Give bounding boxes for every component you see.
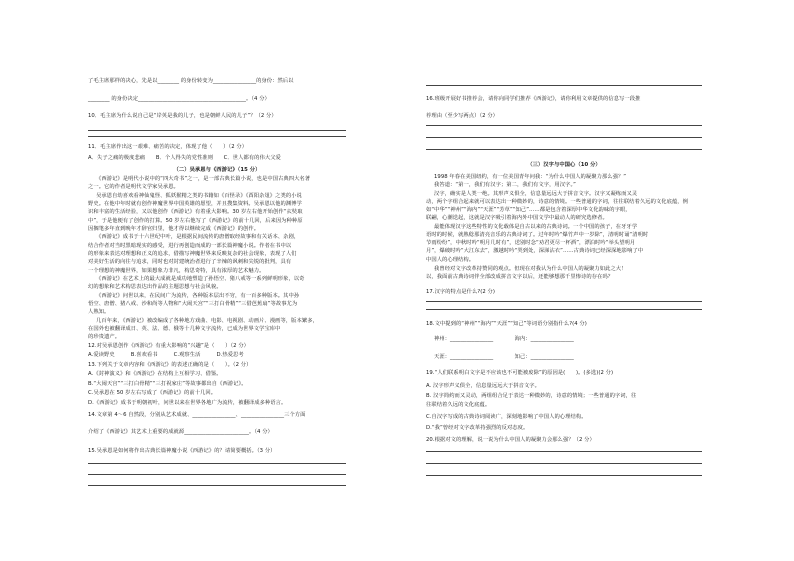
left-column-line: 之一。它的作者是明代文学家吴承恩。 xyxy=(88,184,179,190)
right-column-line: 最能体现汉字这些特性的文化载体是自古以来的古典诗词。一个中国的孩子，在牙牙学 xyxy=(434,224,638,230)
right-column-line: 1998 年春在美国纽约，有一位美国青年问我：“为什么中国人的凝聚力那么强？” xyxy=(434,174,627,180)
right-column-line: 语时的时候，就熟稔那清亮音乐的古典诗词了。过年时吟“爆竹声中一岁除”，清明时诵“清明时 xyxy=(426,232,649,238)
answer-line[interactable] xyxy=(426,85,702,86)
left-column-line: 野史。在他中年时就有创作神魔世界中国英雄的愿望，并且搜集资料。吴承恩以他的渊博学 xyxy=(88,201,302,207)
left-column-line: 因搁笔多年直到晚年才辞官归里，他才得以继续完成《西游记》的创作。 xyxy=(88,226,260,232)
left-column-line: 10．毛主席为什么说自己是“岸英是我的儿子，也是朝鲜人民的儿子”？（2 分） xyxy=(88,113,277,119)
answer-line[interactable] xyxy=(426,137,702,138)
answer-line[interactable] xyxy=(426,301,702,302)
right-column-line: 我曾经对文字改革持赞同的观点。但现在对我认为什么中国人的凝聚力如此之大！ xyxy=(434,266,627,272)
answer-line[interactable] xyxy=(426,149,702,150)
left-column-line: 吴承恩自幼喜欢看神仙鬼怪、狐妖猴精之类的书籍如《百怪录》《酉阳杂俎》之类的小说 xyxy=(96,193,302,199)
right-column-line: 以，我面前古典诗词伴全部改成拼音文字以后，还能够想那千里惨诗的存在吗？ xyxy=(426,274,614,280)
right-column-line: 联翩，心潮迭起，这就是汉字吸引着海内外中国文学中最动人的研究选修者。 xyxy=(426,215,608,221)
right-column-line: 神州：________________ 海内：________________ xyxy=(434,336,574,342)
right-column-line: 20.根据对文的理解，说一说为什么中国人的凝聚力会那么强？（2 分） xyxy=(426,437,595,443)
left-column-line: 14.文章第 4～6 自然段，分别从艺术成就、________________、________________三个方面 xyxy=(88,412,306,418)
answer-line[interactable] xyxy=(426,475,702,476)
left-column-line: 几百年来，《西游记》被改编成了各种地方戏曲、电影、电视剧、动画片、漫画等，版本繁多， xyxy=(96,318,318,324)
right-column-line: 中国人的心理结构。 xyxy=(426,257,475,263)
right-column-line: 动，两个字组合起来就可以表达出一种微妙的，诗意的情境。一些普通的字词，往往联结着久远的文化底蕴，例 xyxy=(426,199,688,205)
left-column-line: 《西游记》问世以来，在民间广为流传，各种版本层出不穷，有一百多种版本。其中孙 xyxy=(96,293,300,299)
answer-line[interactable] xyxy=(88,136,346,137)
left-column-line: A.爱读野史 B.喜欢看书 C.观察生活 D.热爱思考 xyxy=(88,352,244,358)
left-column-line: 《西游记》在艺术上的最大成就是成功地塑造了孙悟空、猪八戒等一系列鲜明形象，以奇 xyxy=(96,276,305,282)
left-column-line: 人熟知。 xyxy=(88,309,110,315)
answer-line[interactable] xyxy=(88,463,346,464)
right-column-line: D.“我”曾经对文字改革持强烈的反对态度。 xyxy=(426,425,529,431)
right-column-line: 荐理由（至少写两点）（2 分） xyxy=(426,113,499,119)
answer-line[interactable] xyxy=(88,474,346,475)
left-column-line: （二）吴承恩与《西游记》（15 分） xyxy=(173,167,261,173)
right-column-line: （三）汉字与中国心（10 分） xyxy=(527,162,601,168)
right-column-line: 天涯：________________ 知己：________________ xyxy=(434,354,574,360)
left-column-line: 《西游记》是明代小说中的“四大奇书”之一，是一部古典长篇小说，也是中国古典四大名著 xyxy=(96,176,311,182)
answer-line[interactable] xyxy=(426,463,702,464)
left-column-line: 一个理想的神魔世界，如果想象力非凡，构思奇特，具有浓厚的艺术魅力。 xyxy=(88,268,265,274)
left-column-line: C.吴承恩在 50 岁左右写成了《西游记》的前十几回。 xyxy=(88,390,217,396)
right-column-line: B. 汉字简约而又灵动，两组组合足于表达一种微妙的，诗意的情境；一些普通的字词，往 xyxy=(426,393,637,399)
right-column-line: 月”，爆破时吟“大江东去”，激越时吟“哭到处，深涕沾衣”……古典诗词已经深深地影响了中 xyxy=(426,248,644,254)
answer-line[interactable] xyxy=(426,309,702,310)
left-column-line: 幻的想象和艺术构思表达出作品的主题思想与社会风貌。 xyxy=(88,284,222,290)
left-column-line: 悟空、唐僧、猪八戒、沙和尚等人物和“大闹天宫”“三打白骨精”“三借芭蕉扇”等故事尤为 xyxy=(88,301,298,307)
left-column-line: 对美好生活的向往与追求，同时也对封建统治者进行了辛辣的讽刺和尖锐的批判，具有 xyxy=(88,259,292,265)
left-column-line: 的珍贵遗产。 xyxy=(88,334,121,340)
left-column-line: 的形象来表达对理想和正义的追求，借描写神魔世界来反映复杂的社会现象，表现了人们 xyxy=(88,251,297,257)
right-column-line: 如“中华”“神州”“海内”“天涯”“芳草”“知己”……都是包含着深厚中华文化韵味的字眼， xyxy=(426,207,631,213)
left-column-line: 12.对吴承恩创作《西游记》有重大影响的“兴趣”是（ ）（2 分） xyxy=(88,343,250,349)
right-column-line: A. 汉字形声义俱全，信息量远远大于拼音文字。 xyxy=(426,383,540,389)
left-column-line: 识和丰富的生活经验，又以他创作《西游记》有着重大影响。30 岁左右他开始创作“玄奘取 xyxy=(88,209,303,215)
left-column-line: 15.吴承恩是如何将作出古典长篇神魔小说《西游记》的？请简要概括。（3 分） xyxy=(88,448,276,454)
left-column-line: 中”，于是他便有了创作的打算。50 岁左右他写了《西游记》的前十几回，后来因为种种原 xyxy=(88,218,303,224)
answer-line[interactable] xyxy=(88,130,346,131)
left-column-line: ________ 的身份决定________________________________________。（4 分） xyxy=(88,96,270,102)
left-column-line: D.《西游记》成书于明朝初叶，问世以来在世界各地广为流传，被翻译成多种语言。 xyxy=(88,400,287,406)
left-column-line: 11．毛主席作出这一艰难、痛苦的决定，体现了他（ ）（2 分） xyxy=(88,144,248,150)
left-column-line: 《西游记》成书于十六世纪中叶，是根据民间流传的唐僧取经故事和有关话本、杂剧， xyxy=(96,234,300,240)
left-column-line: 结合作者对当时黑暗现实的感受，进行再创造而成的一部长篇神魔小说。作者在书中以 xyxy=(88,243,292,249)
right-column-line: 节雨纷纷”，中秋时吟“明月几时有”，送别时念“劝君更尽一杯酒”，漂泊时吟“举头望明月 xyxy=(426,240,636,246)
right-column-line: 18.文中提到的“神州”“海内”“天涯”“知己”等词语分别指什么?(4 分) xyxy=(426,321,587,327)
right-column-line: 往联结着久远的文化底蕴。 xyxy=(426,402,491,408)
right-column-line: 17.汉字的特点是什么?(2 分) xyxy=(426,289,495,295)
answer-line[interactable] xyxy=(426,125,702,126)
answer-line[interactable] xyxy=(88,485,346,486)
left-column-line: A．失子之痛的极度悲痛 B．个人得失的党性准则 C．世人都有的伟大父爱 xyxy=(88,155,281,161)
answer-line[interactable] xyxy=(426,451,702,452)
left-column-line: A.《封神演义》和《西游记》在结构上互相学习、借鉴。 xyxy=(88,371,222,377)
left-column-line: 在国外也被翻译成日、英、法、德、俄等十几种文字流传，已成为世界文学宝库中 xyxy=(88,326,281,332)
right-column-line: 汉字，确实是人类一绝。其形声义俱全，信息量远远大于拼音文字。汉字又凝练而又灵 xyxy=(434,191,638,197)
right-column-line: 我答道：“第一，我们有汉字；第二，我们有文字，用汉字。” xyxy=(434,182,576,188)
left-column-line: 13.下列关于文章内容和《西游记》的表述正确的是（ ）。（2 分） xyxy=(88,362,252,368)
right-column-line: 19.“人们联系明白文字是不应该也不可能被废除”的原因是( )。(多选)(2 分) xyxy=(426,370,614,376)
right-column-line: C.自汉字写成的古典诗词阅读广，深刻地影响了中国人的心理结构。 xyxy=(426,414,587,420)
right-column-line: 16.班级开展好书推荐会，请你向同学们推荐《西游记》，请你利用文章提供的信息写一段推 xyxy=(426,96,641,102)
left-column-line: 介绍了《西游记》其艺术上重要的成就源________________________。（4 分） xyxy=(88,429,273,435)
left-column-line: 了毛主席那样的决心，先是以________ 的身份转变为________________的身份：然后以 xyxy=(88,78,294,84)
left-column-line: B.“大闹天宫”“三打白骨精”“三打祝家庄”等故事都出自《西游记》。 xyxy=(88,381,247,387)
